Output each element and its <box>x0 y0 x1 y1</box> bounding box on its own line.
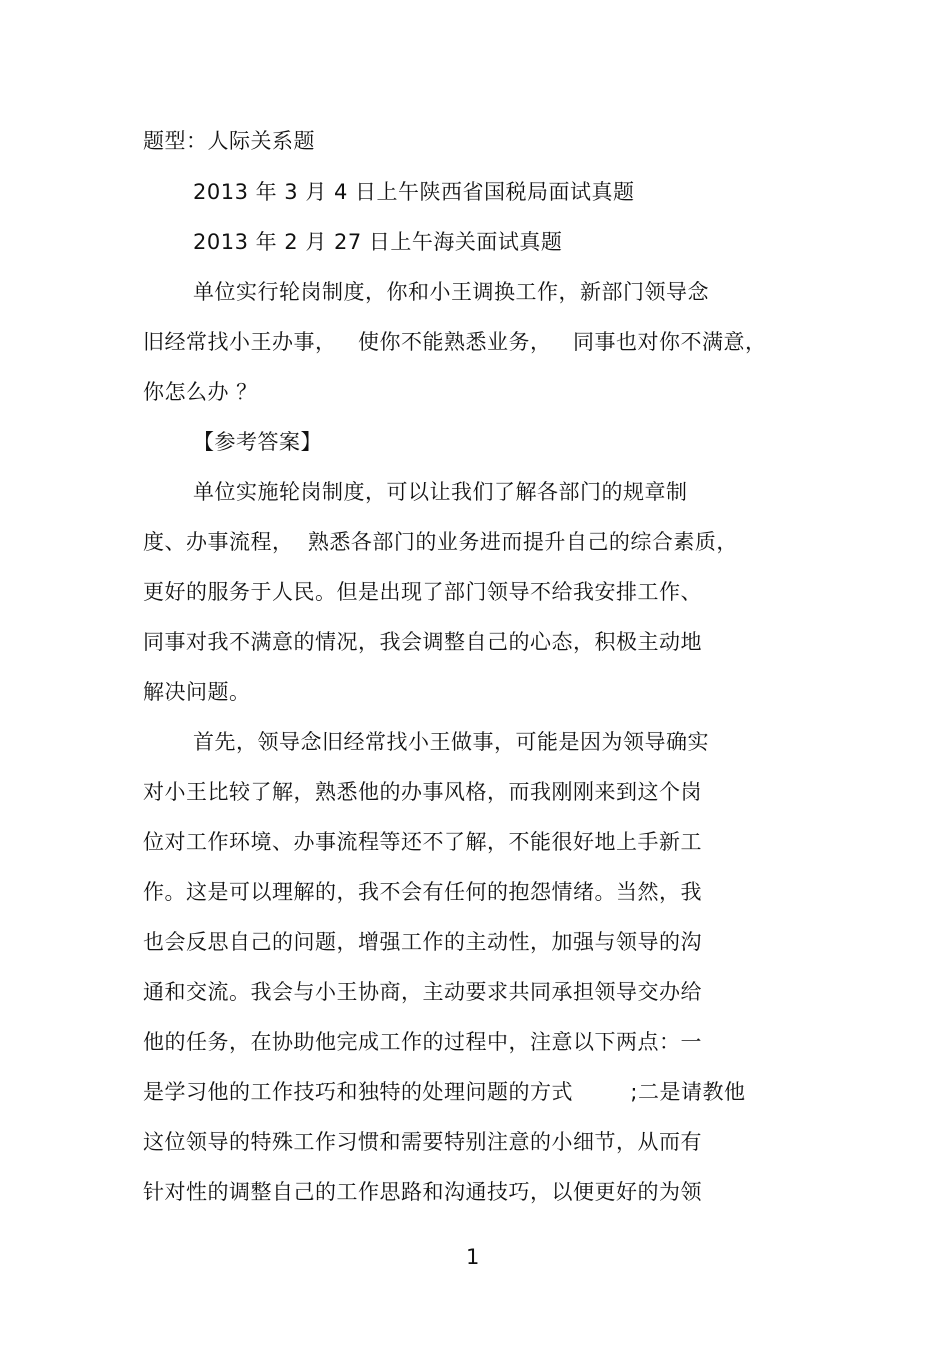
body-line: 作。这是可以理解的，我不会有任何的抱怨情绪。当然，我 <box>143 880 702 904</box>
exam-source-line-1: 2013 年 3 月 4 日上午陕西省国税局面试真题 <box>193 180 635 204</box>
question-type-line: 题型：人际关系题 <box>143 129 315 153</box>
body-line: 位对工作环境、办事流程等还不了解，不能很好地上手新工 <box>143 830 702 854</box>
answer-heading: 【参考答案】 <box>193 430 322 454</box>
exam-source-line-2: 2013 年 2 月 27 日上午海关面试真题 <box>193 230 563 254</box>
body-line: 也会反思自己的问题，增强工作的主动性，加强与领导的沟 <box>143 930 702 954</box>
body-line: 对小王比较了解，熟悉他的办事风格，而我刚刚来到这个岗 <box>143 780 702 804</box>
body-line: 同事对我不满意的情况，我会调整自己的心态，积极主动地 <box>143 630 702 654</box>
page-number: 1 <box>466 1245 480 1269</box>
body-line: 更好的服务于人民。但是出现了部门领导不给我安排工作、 <box>143 580 702 604</box>
body-line: 这位领导的特殊工作习惯和需要特别注意的小细节，从而有 <box>143 1130 702 1154</box>
body-line: 首先，领导念旧经常找小王做事，可能是因为领导确实 <box>193 730 709 754</box>
body-line: 解决问题。 <box>143 680 251 704</box>
body-line: 针对性的调整自己的工作思路和沟通技巧，以便更好的为领 <box>143 1180 702 1204</box>
body-line: 他的任务，在协助他完成工作的过程中，注意以下两点：一 <box>143 1030 702 1054</box>
question-line-3: 你怎么办 ？ <box>143 380 258 404</box>
question-line-2: 旧经常找小王办事， 使你不能熟悉业务， 同事也对你不满意， <box>143 330 767 354</box>
body-line: 是学习他的工作技巧和独特的处理问题的方式 ;二是请教他 <box>143 1080 746 1104</box>
body-line: 度、办事流程， 熟悉各部门的业务进而提升自己的综合素质， <box>143 530 738 554</box>
body-line: 通和交流。我会与小王协商，主动要求共同承担领导交办给 <box>143 980 702 1004</box>
body-line: 单位实施轮岗制度，可以让我们了解各部门的规章制 <box>193 480 688 504</box>
question-line-1: 单位实行轮岗制度，你和小王调换工作，新部门领导念 <box>193 280 709 304</box>
